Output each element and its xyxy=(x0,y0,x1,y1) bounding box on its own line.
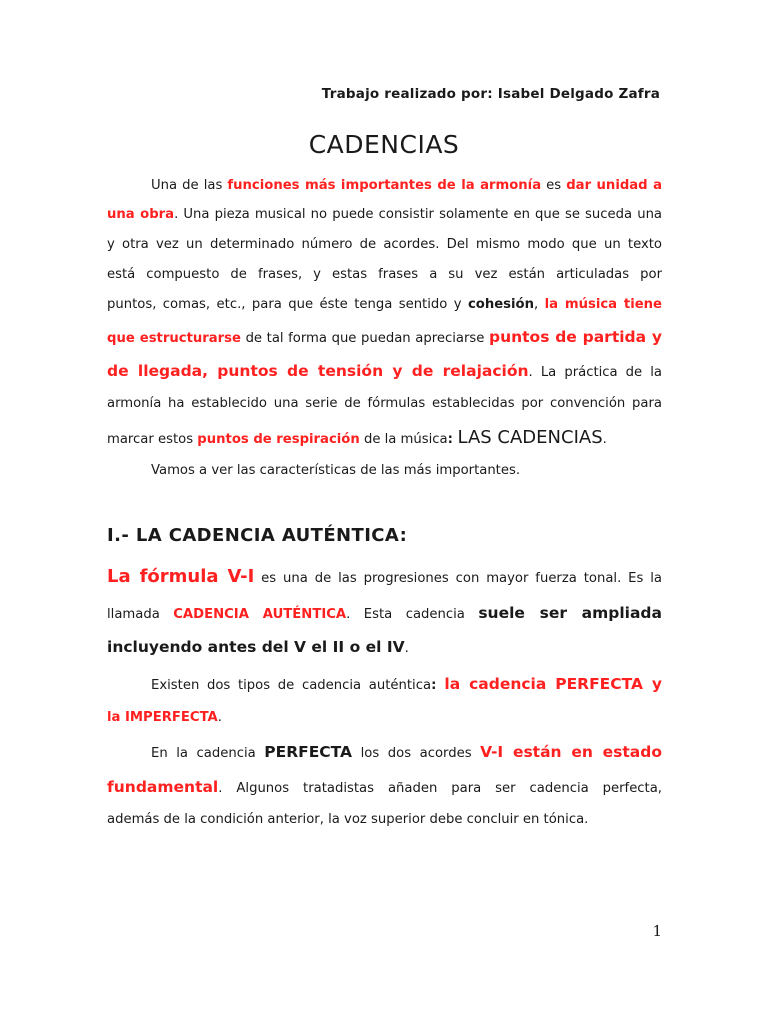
page-number: 1 xyxy=(652,922,662,940)
intro-line-9: marcar estos puntos de respiración de la música: LAS CADENCIAS. xyxy=(107,427,607,448)
section1-p1-line-3: incluyendo antes del V el II o el IV. xyxy=(107,638,409,656)
section1-p3-line-2: fundamental. Algunos tratadistas añaden para ser cadencia perfecta, xyxy=(107,778,662,796)
intro-line-10: Vamos a ver las características de las más importantes. xyxy=(151,463,521,478)
page-title: CADENCIAS xyxy=(308,130,460,159)
intro-line-8: armonía ha establecido una serie de fórmulas establecidas por convención para xyxy=(107,396,662,411)
author-line: Trabajo realizado por: Isabel Delgado Zafra xyxy=(321,86,660,102)
intro-line-4: está compuesto de frases, y estas frases a su vez están articuladas por xyxy=(107,267,662,282)
section1-p1-line-2: llamada CADENCIA AUTÉNTICA. Esta cadencia suele ser ampliada xyxy=(107,604,662,622)
intro-line-1: Una de las funciones más importantes de la armonía es dar unidad a xyxy=(151,178,662,193)
section1-p2-line-2: la IMPERFECTA. xyxy=(107,710,222,725)
section1-p2-line-1: Existen dos tipos de cadencia auténtica: la cadencia PERFECTA y xyxy=(151,675,662,693)
intro-line-7: de llegada, puntos de tensión y de relajación. La práctica de la xyxy=(107,362,662,380)
intro-line-6: que estructurarse de tal forma que puedan apreciarse puntos de partida y xyxy=(107,328,663,346)
section1-p3-line-3: además de la condición anterior, la voz superior debe concluir en tónica. xyxy=(107,812,589,827)
intro-line-5: puntos, comas, etc., para que éste tenga sentido y cohesión, la música tiene xyxy=(107,297,662,312)
section-heading: I.- LA CADENCIA AUTÉNTICA: xyxy=(107,525,408,546)
intro-line-3: y otra vez un determinado número de acordes. Del mismo modo que un texto xyxy=(107,237,662,252)
section1-p3-line-1: En la cadencia PERFECTA los dos acordes V-I están en estado xyxy=(151,743,662,761)
intro-line-2: una obra. Una pieza musical no puede consistir solamente en que se suceda una xyxy=(107,207,663,222)
section1-p1-line-1: La fórmula V-I es una de las progresiones con mayor fuerza tonal. Es la xyxy=(107,566,662,587)
